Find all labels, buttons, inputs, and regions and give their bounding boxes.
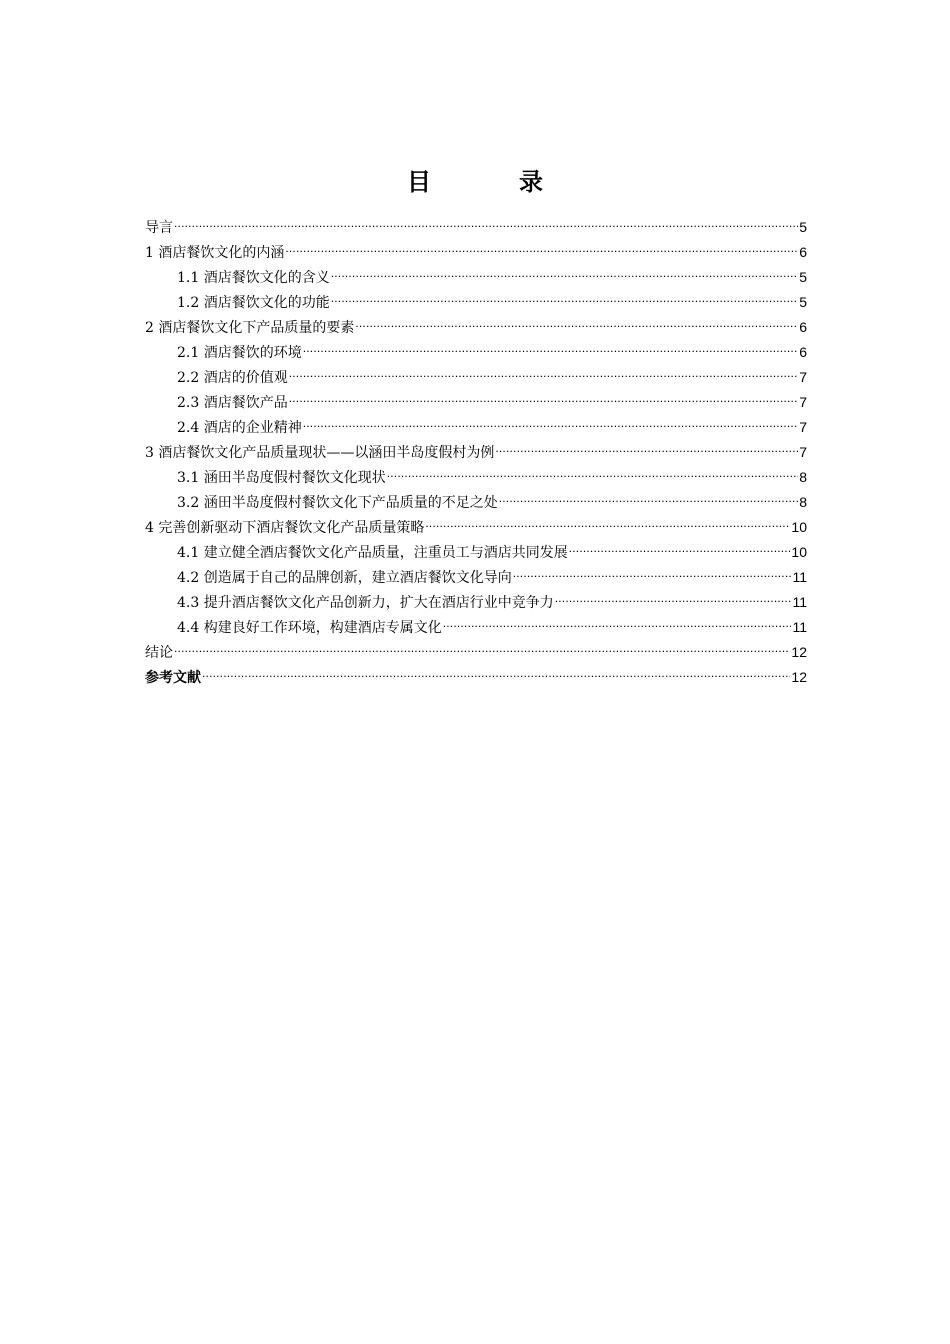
toc-entry-page-number: 11 bbox=[792, 619, 807, 635]
toc-dot-leader bbox=[289, 382, 798, 407]
toc-entry-page-number: 6 bbox=[799, 244, 807, 260]
toc-dot-leader bbox=[495, 432, 798, 457]
toc-entry-label: 1.2 酒店餐饮文化的功能 bbox=[177, 295, 330, 311]
toc-entry-page-number: 5 bbox=[799, 219, 807, 235]
toc-entry-label: 4.1 建立健全酒店餐饮文化产品质量，注重员工与酒店共同发展 bbox=[177, 545, 568, 561]
toc-entry-page-number: 12 bbox=[791, 644, 807, 660]
toc-entry[interactable] bbox=[145, 232, 807, 261]
toc-entry-label: 2.4 酒店的企业精神 bbox=[177, 420, 302, 436]
toc-entry-label: 3 酒店餐饮文化产品质量现状——以涵田半岛度假村为例 bbox=[145, 445, 495, 461]
toc-dot-leader bbox=[443, 607, 792, 632]
toc-dot-leader bbox=[555, 582, 792, 607]
toc-dot-leader bbox=[303, 332, 798, 357]
toc-dot-leader bbox=[355, 307, 798, 332]
toc-entry-page-number: 7 bbox=[799, 369, 807, 385]
toc-entry-label: 4.3 提升酒店餐饮文化产品创新力，扩大在酒店行业中竞争力 bbox=[177, 595, 554, 611]
toc-entry[interactable] bbox=[145, 207, 807, 236]
toc-entry-label: 1.1 酒店餐饮文化的含义 bbox=[177, 270, 330, 286]
toc-entry-page-number: 7 bbox=[799, 394, 807, 410]
toc-entry-page-number: 8 bbox=[799, 494, 807, 510]
toc-dot-leader bbox=[331, 282, 798, 307]
toc-entry-page-number: 11 bbox=[792, 569, 807, 585]
toc-dot-leader bbox=[513, 557, 792, 582]
toc-entry-label: 2.1 酒店餐饮的环境 bbox=[177, 345, 302, 361]
toc-dot-leader bbox=[174, 207, 798, 232]
toc-entry-label: 1 酒店餐饮文化的内涵 bbox=[145, 245, 285, 261]
toc-title: 目录 bbox=[407, 168, 631, 196]
toc-entry-label: 4.2 创造属于自己的品牌创新，建立酒店餐饮文化导向 bbox=[177, 570, 512, 586]
toc-entry-page-number: 7 bbox=[799, 419, 807, 435]
toc-entry-label: 参考文献 bbox=[145, 670, 201, 686]
toc-entry-label: 3.2 涵田半岛度假村餐饮文化下产品质量的不足之处 bbox=[177, 495, 498, 511]
toc-entry-label: 2.2 酒店的价值观 bbox=[177, 370, 288, 386]
toc-entry-page-number: 7 bbox=[799, 444, 807, 460]
toc-entry-page-number: 5 bbox=[799, 294, 807, 310]
toc-entry[interactable] bbox=[145, 632, 807, 661]
toc-entry-label: 4 完善创新驱动下酒店餐饮文化产品质量策略 bbox=[145, 520, 425, 536]
toc-entry-page-number: 8 bbox=[799, 469, 807, 485]
toc-dot-leader bbox=[569, 532, 791, 557]
table-of-contents bbox=[145, 207, 807, 686]
toc-entry-page-number: 12 bbox=[791, 669, 807, 685]
toc-dot-leader bbox=[202, 657, 790, 682]
toc-dot-leader bbox=[174, 632, 790, 657]
toc-entry-page-number: 11 bbox=[792, 594, 807, 610]
toc-entry-label: 2.3 酒店餐饮产品 bbox=[177, 395, 288, 411]
toc-dot-leader bbox=[425, 507, 790, 532]
toc-entry-label: 3.1 涵田半岛度假村餐饮文化现状 bbox=[177, 470, 386, 486]
toc-entry-page-number: 6 bbox=[799, 344, 807, 360]
toc-dot-leader bbox=[303, 407, 798, 432]
toc-entry-label: 结论 bbox=[145, 645, 173, 661]
toc-entry-label: 2 酒店餐饮文化下产品质量的要素 bbox=[145, 320, 355, 336]
toc-entry-label: 导言 bbox=[145, 220, 173, 236]
toc-dot-leader bbox=[387, 457, 798, 482]
toc-dot-leader bbox=[499, 482, 798, 507]
toc-entry-page-number: 10 bbox=[791, 519, 807, 535]
toc-entry-label: 4.4 构建良好工作环境，构建酒店专属文化 bbox=[177, 620, 442, 636]
toc-entry-page-number: 5 bbox=[799, 269, 807, 285]
toc-entry[interactable] bbox=[145, 657, 807, 686]
toc-entry-page-number: 6 bbox=[799, 319, 807, 335]
toc-dot-leader bbox=[331, 257, 798, 282]
toc-entry-page-number: 10 bbox=[791, 544, 807, 560]
toc-dot-leader bbox=[285, 232, 798, 257]
toc-dot-leader bbox=[289, 357, 798, 382]
